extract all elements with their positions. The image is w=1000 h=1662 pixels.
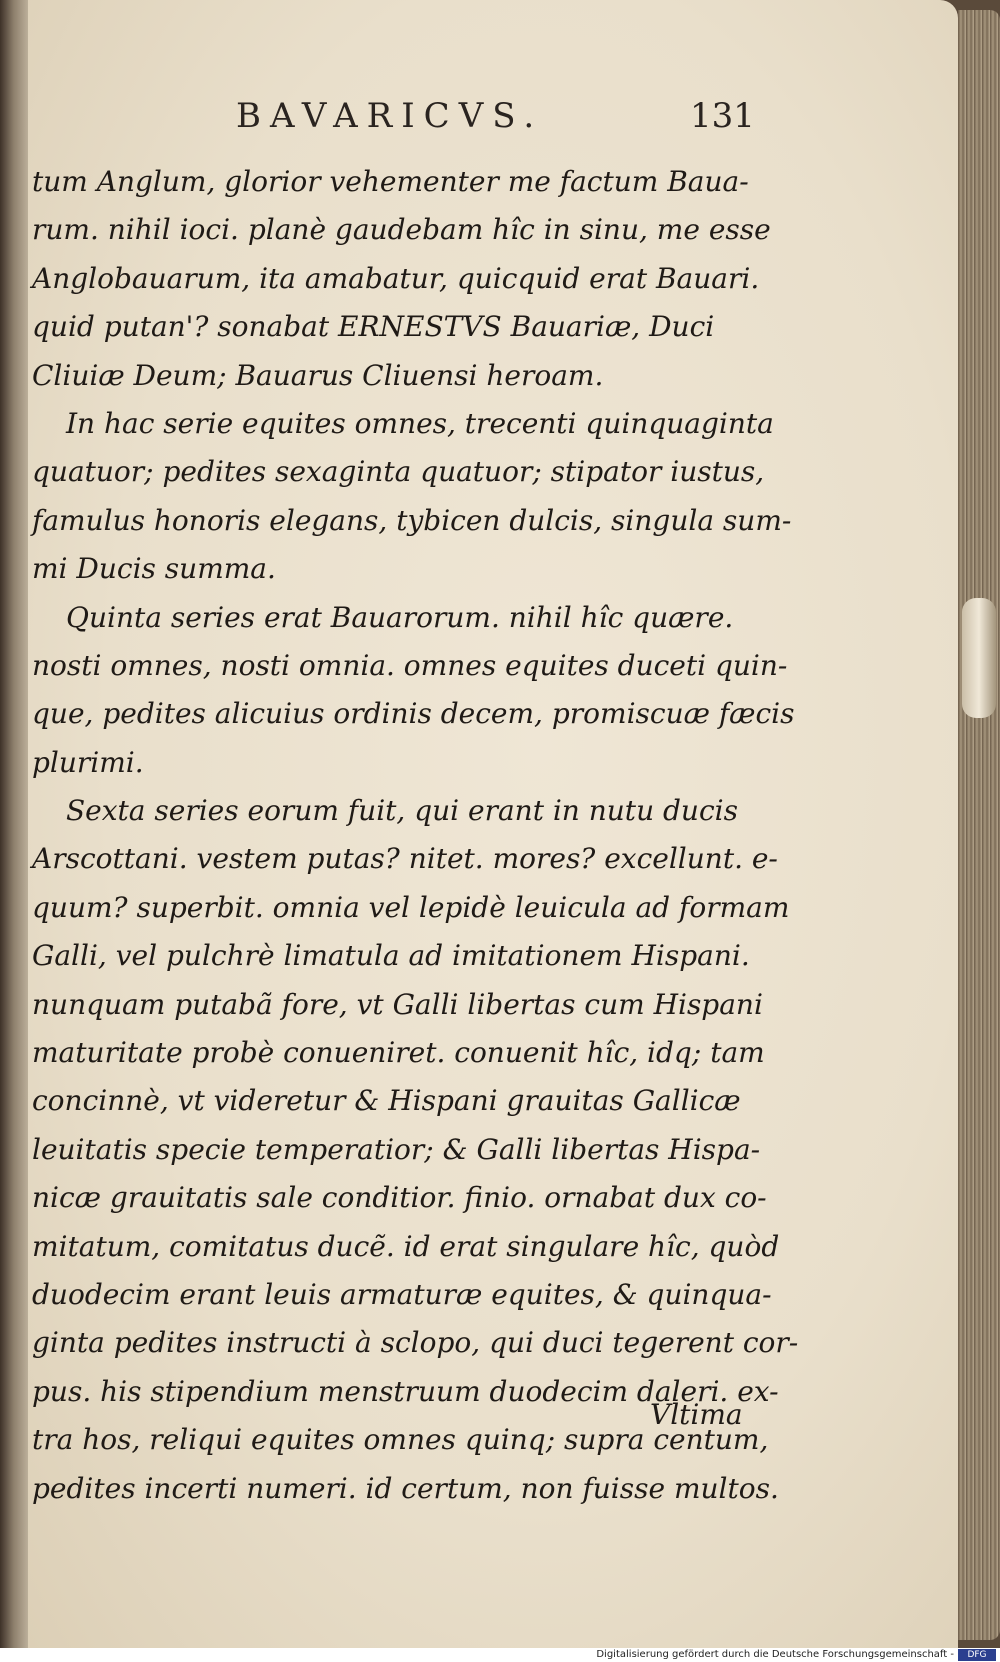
text-line: mitatum, comitatus ducẽ. id erat singulare hîc, quòd [32, 1229, 780, 1263]
text-line: quatuor; pedites sexaginta quatuor; stipator iustus, [32, 455, 765, 489]
text-line: nicæ grauitatis sale conditior. finio. ornabat dux co- [32, 1181, 767, 1215]
text-line: pedites incerti numeri. id certum, non fuisse multos. [32, 1471, 779, 1505]
text-line: concinnè, vt videretur & Hispani grauitas Gallicæ [32, 1084, 741, 1118]
text-line: duodecim erant leuis armaturæ equites, & quinqua- [32, 1277, 772, 1311]
text-line: pus. his stipendium menstruum duodecim daleri. ex- [32, 1374, 779, 1408]
text-line: nunquam putabã fore, vt Galli libertas cum Hispani [32, 987, 763, 1021]
text-line: plurimi. [32, 745, 144, 779]
text-line: tum Anglum, glorior vehementer me factum Baua- [32, 165, 749, 198]
text-line: tra hos, reliqui equites omnes quinq; supra centum, [32, 1423, 769, 1457]
text-line: Quinta series erat Bauarorum. nihil hîc quære. [66, 600, 734, 634]
page-title: BAVARICVS. [236, 96, 544, 136]
text-line: que, pedites alicuius ordinis decem, promiscuæ fæcis [32, 697, 795, 731]
text-line: quid putan'? sonabat ERNESTVS Bauariæ, Duci [32, 310, 715, 344]
text-line: rum. nihil ioci. planè gaudebam hîc in sinu, me esse [32, 213, 771, 247]
text-line: leuitatis specie temperatior; & Galli libertas Hispa- [32, 1132, 761, 1166]
catchword: Vltima [650, 1398, 743, 1431]
body-text [32, 158, 799, 1513]
running-head [0, 96, 1000, 142]
text-line: Cliuiæ Deum; Bauarus Cliuensi heroam. [32, 358, 604, 392]
text-line: Galli, vel pulchrè limatula ad imitationem Hispani. [32, 939, 750, 973]
text-line: famulus honoris elegans, tybicen dulcis, singula sum- [32, 503, 792, 537]
text-line: maturitate probè conueniret. conuenit hîc, idq; tam [32, 1036, 765, 1070]
text-line: nosti omnes, nosti omnia. omnes equites duceti quin- [32, 648, 788, 682]
text-line: ginta pedites instructi à sclopo, qui duci tegerent cor- [32, 1326, 799, 1360]
text-line: Anglobauarum, ita amabatur, quicquid erat Bauari. [32, 261, 760, 295]
book-clasp [962, 598, 996, 718]
page-number: 131 [690, 96, 755, 136]
funding-credit: Digitalisierung gefördert durch die Deutsche Forschungsgemeinschaft - [596, 1649, 954, 1660]
text-line: Arscottani. vestem putas? nitet. mores? excellunt. e- [32, 842, 778, 876]
text-line: mi Ducis summa. [32, 552, 276, 586]
text-line: quum? superbit. omnia vel lepidè leuicula ad formam [32, 890, 790, 924]
text-line: In hac serie equites omnes, trecenti quinquaginta [66, 406, 774, 440]
text-line: Sexta series eorum fuit, qui erant in nutu ducis [66, 794, 738, 828]
dfg-logo: DFG [958, 1649, 996, 1661]
footer-bar [0, 1648, 1000, 1662]
page-edges [958, 10, 1000, 1640]
